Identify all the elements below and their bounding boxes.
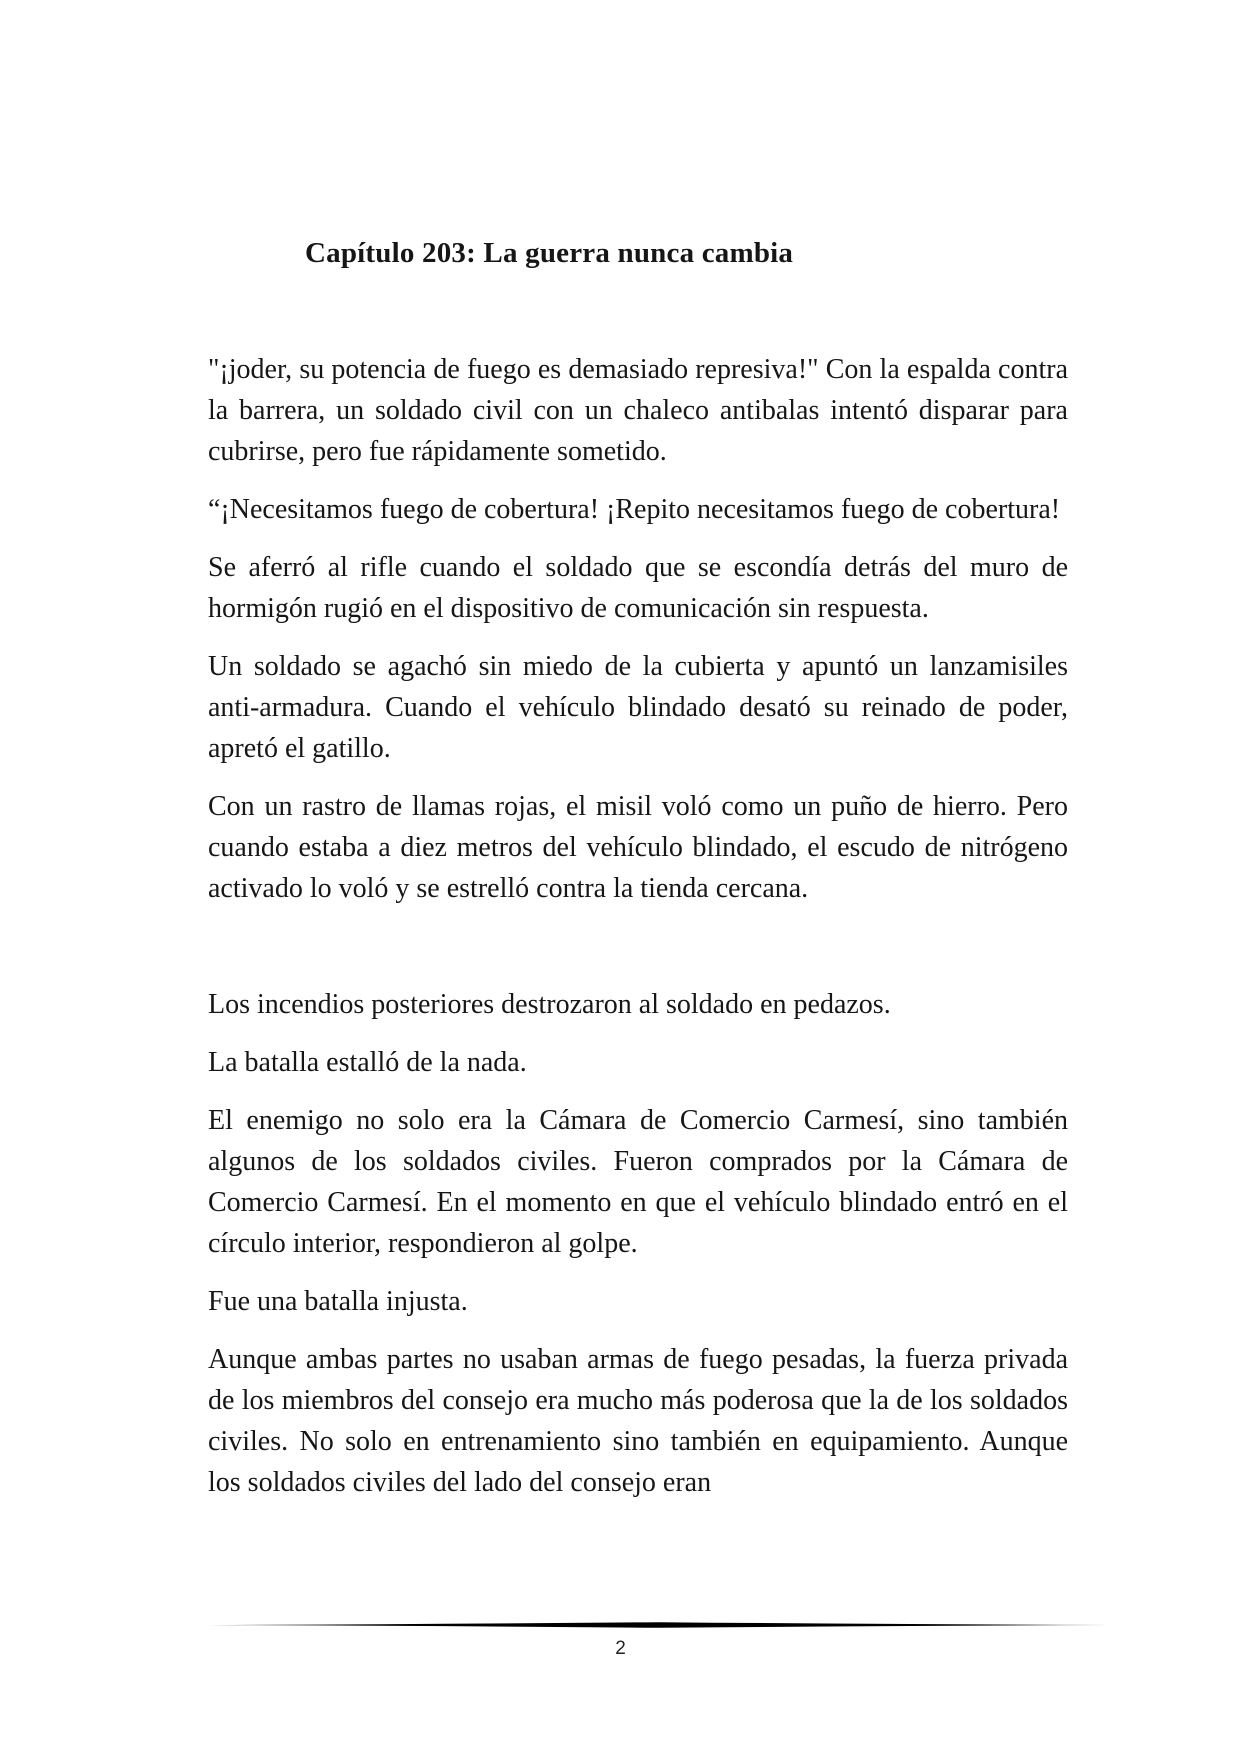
footer-divider [208,1619,1110,1631]
paragraph: Con un rastro de llamas rojas, el misil voló como un puño de hierro. Pero cuando estaba a diez metros del vehículo blindado, el escudo de nitrógeno activado lo voló y se estrelló contra la tienda cercana. [208,791,1068,904]
page-number: 2 [615,1638,626,1659]
paragraph: Se aferró al rifle cuando el soldado que se escondía detrás del muro de hormigón rugió en el dispositivo de comunicación sin respuesta. [208,552,1068,624]
paragraph: Aunque ambas partes no usaban armas de fuego pesadas, la fuerza privada de los miembros del consejo era mucho más poderosa que la de los soldados civiles. No solo en entrenamiento sino también en equipamiento. Aunque los soldados civiles del lado del consejo eran [208,1344,1068,1498]
paragraph: La batalla estalló de la nada. [208,1047,527,1078]
paragraph: Fue una batalla injusta. [208,1286,468,1317]
paragraph: Los incendios posteriores destrozaron al soldado en pedazos. [208,989,891,1020]
chapter-title: Capítulo 203: La guerra nunca cambia [305,237,794,269]
paragraph: “¡Necesitamos fuego de cobertura! ¡Repito necesitamos fuego de cobertura! [208,494,1061,525]
paragraph: Un soldado se agachó sin miedo de la cubierta y apuntó un lanzamisiles anti-armadura. Cuando el vehículo blindado desató su reinado de poder, apretó el gatillo. [208,651,1068,764]
paragraph: El enemigo no solo era la Cámara de Comercio Carmesí, sino también algunos de los soldados civiles. Fueron comprados por la Cámara de Comercio Carmesí. En el momento en que el vehículo blindado entró en el círculo interior, respondieron al golpe. [208,1105,1068,1259]
paragraph: "¡joder, su potencia de fuego es demasiado represiva!" Con la espalda contra la barrera, un soldado civil con un chaleco antibalas intentó disparar para cubrirse, pero fue rápidamente sometido. [208,354,1068,467]
chapter-body [208,349,1068,1503]
